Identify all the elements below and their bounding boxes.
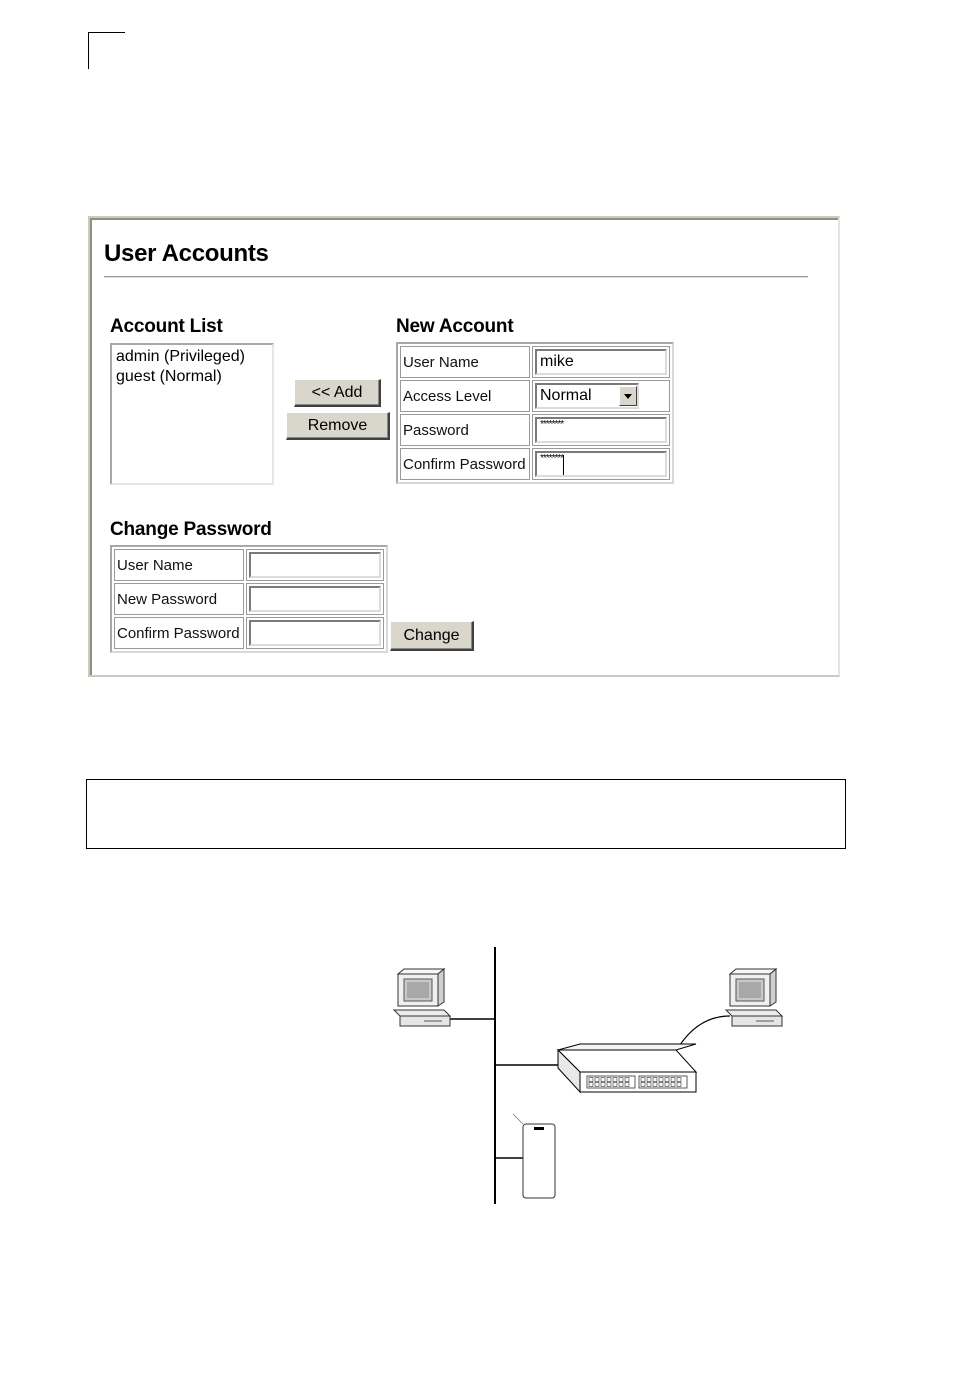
confirm-password-label: Confirm Password	[400, 448, 530, 480]
chevron-down-icon[interactable]	[619, 386, 637, 406]
workstation-icon	[394, 969, 450, 1026]
title-divider	[104, 276, 808, 278]
password-label: Password	[400, 414, 530, 446]
change-user-name-label: User Name	[114, 549, 244, 581]
account-list-heading: Account List	[110, 316, 223, 337]
remove-button[interactable]: Remove	[286, 412, 390, 440]
page-title: User Accounts	[104, 240, 269, 267]
account-list-item[interactable]: admin (Privileged)	[116, 348, 245, 365]
server-icon	[513, 1114, 555, 1198]
link-right-workstation	[678, 1016, 730, 1048]
change-confirm-password-input[interactable]	[249, 620, 381, 646]
access-level-label: Access Level	[400, 380, 530, 412]
new-password-label: New Password	[114, 583, 244, 615]
change-password-heading: Change Password	[110, 519, 272, 540]
new-user-name-label: User Name	[400, 346, 530, 378]
network-diagram	[380, 940, 800, 1210]
user-accounts-panel	[88, 216, 840, 677]
new-user-name-input[interactable]: mike	[535, 349, 667, 375]
page-corner-mark	[88, 32, 125, 69]
switch-icon	[558, 1044, 696, 1092]
confirm-password-value: ********	[540, 453, 564, 464]
change-button[interactable]: Change	[390, 621, 474, 651]
change-password-form	[110, 545, 388, 653]
new-account-heading: New Account	[396, 316, 514, 337]
new-account-form	[396, 342, 674, 484]
change-confirm-password-label: Confirm Password	[114, 617, 244, 649]
account-list-item[interactable]: guest (Normal)	[116, 368, 222, 385]
workstation-icon	[726, 969, 782, 1026]
change-user-name-input[interactable]	[249, 552, 381, 578]
password-input[interactable]: ********	[535, 417, 667, 443]
add-button[interactable]: << Add	[294, 379, 381, 407]
access-level-select[interactable]	[535, 383, 639, 409]
account-list-box[interactable]	[110, 343, 274, 485]
access-level-value: Normal	[540, 387, 592, 404]
note-box	[86, 779, 846, 849]
new-password-input[interactable]	[249, 586, 381, 612]
confirm-password-input[interactable]	[535, 451, 667, 477]
text-cursor	[563, 455, 564, 475]
